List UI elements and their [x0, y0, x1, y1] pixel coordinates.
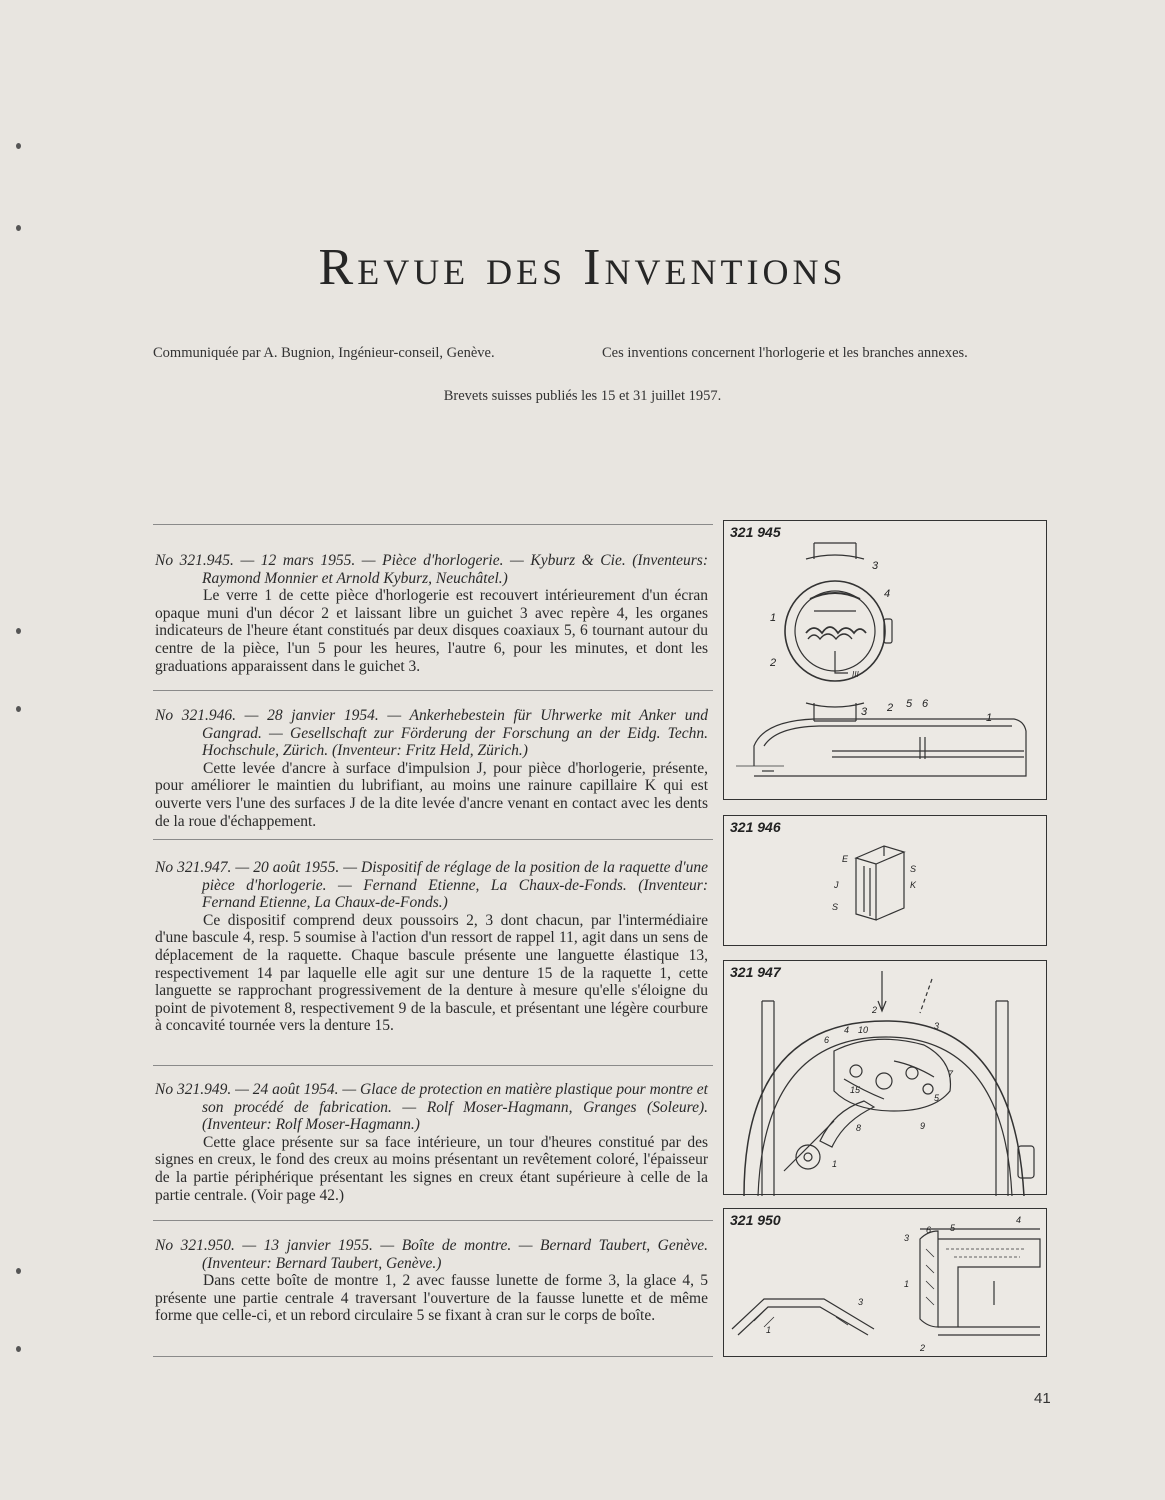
figure-label: 8 — [856, 1123, 862, 1133]
figure-label: 1 — [904, 1279, 910, 1289]
patent-body: Cette glace présente sur sa face intérieure, un tour d'heures constitué par des signes en creux, le fond des creux au moins présentant un revêtement coloré, l'épaisseur de la partie périphérique présentant les signes en creux étant supérieure à celle de la partie centrale. (Voir page 42.) — [155, 1133, 708, 1204]
publication-subtitle: Brevets suisses publiés les 15 et 31 juillet 1957. — [443, 388, 722, 404]
entry-divider — [153, 1356, 713, 1357]
binder-hole — [16, 628, 21, 634]
figure-number: 321 947 — [730, 964, 781, 980]
figure-label: 6 — [824, 1035, 830, 1045]
figure-label: 2 — [770, 657, 777, 669]
watch-case-drawing — [724, 1209, 1048, 1358]
patent-entry — [155, 1237, 708, 1325]
figure-label: 3 — [904, 1233, 910, 1243]
patent-entry — [155, 1081, 708, 1204]
patent-heading: No 321.949. — 24 août 1954. — Glace de protection en matière plastique pour montre et son procédé de fabrication. — Rolf Moser-Hagmann, Granges (Soleure). (Inventeur: Rolf Moser-Hagmann.) — [155, 1081, 708, 1134]
figure-label: 5 — [906, 698, 913, 710]
binder-hole — [16, 1346, 21, 1352]
patent-heading: No 321.947. — 20 août 1955. — Dispositif de réglage de la position de la raquette d'une pièce d'horlogerie. — Fernand Etienne, La Chaux-de-Fonds. (Inventeur: Fernand Etienne, La Chaux-de-Fonds.) — [155, 859, 708, 912]
figure-number: 321 945 — [730, 524, 781, 540]
figure-label: J — [834, 880, 839, 890]
credit-author: Communiquée par A. Bugnion, Ingénieur-conseil, Genève. — [153, 345, 495, 361]
figure-label: 4 — [1016, 1215, 1022, 1225]
figure-label: 1 — [832, 1159, 838, 1169]
figure-label: 15 — [850, 1085, 861, 1095]
patent-body: Ce dispositif comprend deux poussoirs 2, 3 dont chacun, par l'intermédiaire d'une bascule 4, resp. 5 soumise à l'action d'un ressort de rappel 11, agit dans un sens de déplacement de la raquette. Chaque bascule présente une languette élastique 13, respectivement 14 par laquelle elle agit sur une denture 15 de la raquette 1, cette languette se rapprochant progressivement de la denture à mesure qu'elle s'éloigne du point de pivotement 8, respectivement 9 de la bascule, et présentant une légère courbure à concavité tournée vers la denture 15. — [155, 911, 708, 1035]
patent-entry — [155, 552, 708, 675]
figure-number: 321 950 — [730, 1212, 781, 1228]
credit-scope: Ces inventions concernent l'horlogerie et les branches annexes. — [602, 345, 968, 361]
patent-body: Dans cette boîte de montre 1, 2 avec fausse lunette de forme 3, la glace 4, 5 présente une partie centrale 4 traversant l'ouverture de la fausse lunette et de même forme que celle-ci, et un rebord circulaire 5 se fixant à cran sur le corps de boîte. — [155, 1272, 708, 1325]
figure-321946 — [723, 815, 1047, 946]
figure-label: S — [910, 864, 917, 874]
figure-label: 3 — [861, 706, 868, 718]
patent-entry — [155, 859, 708, 1035]
entry-divider — [153, 1065, 713, 1066]
binder-hole — [16, 143, 21, 149]
figure-321950 — [723, 1208, 1047, 1357]
page-title: Revue des Inventions — [318, 239, 847, 296]
figure-label: 1 — [770, 612, 777, 624]
patent-heading: No 321.950. — 13 janvier 1955. — Boîte de montre. — Bernard Taubert, Genève. (Inventeur: Bernard Taubert, Genève.) — [155, 1237, 708, 1272]
figure-label: 4 — [844, 1025, 850, 1035]
patent-entry — [155, 707, 708, 830]
figure-label: 3 — [872, 560, 879, 572]
entry-divider — [153, 524, 713, 525]
figure-label: E — [842, 854, 849, 864]
figure-label: 3 — [858, 1297, 864, 1307]
figure-label: 3 — [934, 1021, 940, 1031]
figure-label: S — [832, 902, 839, 912]
figure-label: 2 — [887, 702, 894, 714]
figure-label: 9 — [920, 1121, 926, 1131]
figure-label: 5 — [934, 1093, 940, 1103]
figure-label: III — [852, 670, 859, 679]
figure-number: 321 946 — [730, 819, 781, 835]
binder-hole — [16, 225, 21, 231]
patent-body: Le verre 1 de cette pièce d'horlogerie est recouvert intérieurement d'un écran opaque muni d'un décor 2 et laissant libre un guichet 3 avec repère 4, les organes indicateurs de l'heure étant constitués par deux disques coaxiaux 5, 6 tournant autour du centre de la pièce, l'un 5 pour les heures, l'autre 6, pour les minutes, et dont les graduations apparaissent dans le guichet 3. — [155, 587, 708, 675]
figure-label: K — [910, 880, 917, 890]
figure-label: 6 — [922, 698, 929, 710]
entry-divider — [153, 1220, 713, 1221]
figure-label: 1 — [986, 712, 993, 724]
figure-label: 1 — [766, 1325, 772, 1335]
page-number: 41 — [1034, 1390, 1051, 1407]
figure-label: 2 — [920, 1343, 926, 1353]
figure-321947 — [723, 960, 1047, 1195]
figure-label: 6 — [926, 1225, 932, 1235]
figure-label: 7 — [948, 1069, 954, 1079]
figure-321945 — [723, 520, 1047, 800]
patent-heading: No 321.946. — 28 janvier 1954. — Ankerhebestein für Uhrwerke mit Anker und Gangrad. — Gesellschaft zur Förderung der Forschung an der Eidg. Techn. Hochschule, Zürich. (Inventeur: Fritz Held, Zürich.) — [155, 707, 708, 760]
figure-label: 5 — [950, 1223, 956, 1233]
entry-divider — [153, 690, 713, 691]
pallet-stone-drawing — [724, 816, 1048, 947]
patent-body: Cette levée d'ancre à surface d'impulsion J, pour pièce d'horlogerie, présente, pour améliorer le maintien du lubrifiant, au moins une rainure capillaire K qui est ouverte vers l'une des surfaces J de la dite levée d'ancre venant en contact avec les dents de la roue d'échappement. — [155, 759, 708, 830]
figure-label: 10 — [858, 1025, 869, 1035]
regulator-drawing — [724, 961, 1048, 1196]
figure-label: 2 — [872, 1005, 878, 1015]
binder-hole — [16, 706, 21, 712]
patent-heading: No 321.945. — 12 mars 1955. — Pièce d'horlogerie. — Kyburz & Cie. (Inventeurs: Raymond Monnier et Arnold Kyburz, Neuchâtel.) — [155, 552, 708, 587]
entry-divider — [153, 839, 713, 840]
binder-hole — [16, 1268, 21, 1274]
figure-label: 4 — [884, 588, 891, 600]
watch-dial-drawing — [724, 521, 1048, 801]
